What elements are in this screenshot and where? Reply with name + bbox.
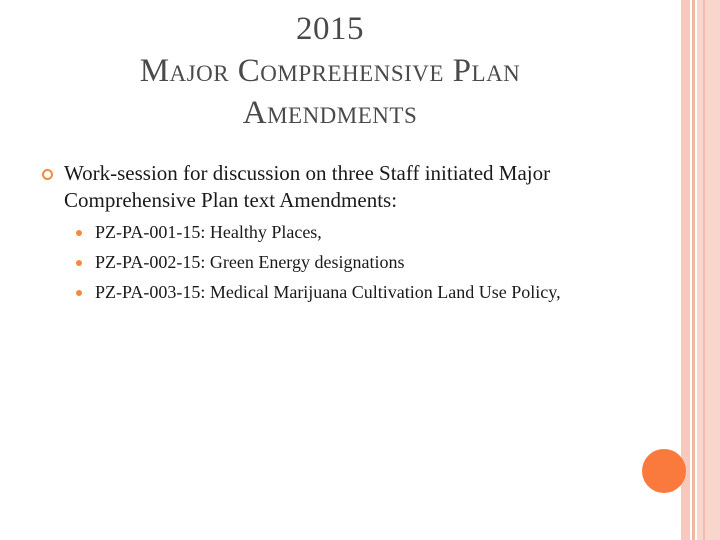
border-stripe bbox=[703, 0, 705, 540]
sub-bullet-item bbox=[76, 220, 640, 244]
sub-bullet-list bbox=[40, 220, 640, 304]
sub-bullet-text: PZ-PA-001-15: Healthy Places, bbox=[95, 222, 322, 242]
slide-title bbox=[40, 8, 620, 134]
dot-bullet-icon bbox=[76, 290, 82, 296]
title-line-year: 2015 bbox=[296, 11, 364, 47]
title-line-main: Major Comprehensive Plan bbox=[139, 53, 521, 89]
sub-bullet-item bbox=[76, 250, 640, 274]
ring-bullet-icon bbox=[42, 169, 53, 180]
dot-bullet-icon bbox=[76, 260, 82, 266]
title-line-sub: Amendments bbox=[242, 95, 418, 131]
sub-bullet-item bbox=[76, 280, 640, 304]
dot-bullet-icon bbox=[76, 230, 82, 236]
accent-circle bbox=[642, 449, 686, 493]
sub-bullet-text: PZ-PA-002-15: Green Energy designations bbox=[95, 252, 405, 272]
main-bullet-text: Work-session for discussion on three Staff initiated Major Comprehensive Plan text Amendments: bbox=[64, 161, 551, 212]
slide-content bbox=[40, 160, 640, 310]
border-stripe bbox=[692, 0, 695, 540]
border-stripe bbox=[697, 0, 720, 540]
main-bullet bbox=[40, 160, 640, 214]
sub-bullet-text: PZ-PA-003-15: Medical Marijuana Cultivation Land Use Policy, bbox=[95, 282, 561, 302]
